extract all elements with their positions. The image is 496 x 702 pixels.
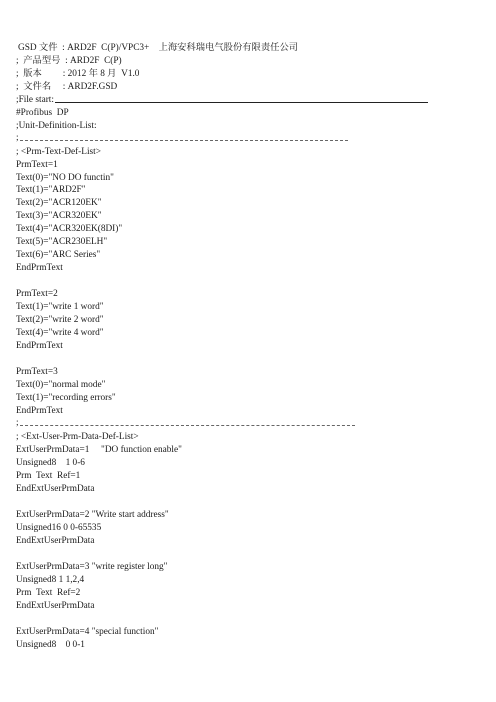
code-line: Text(0)="normal mode" — [16, 380, 106, 390]
code-line: ExtUserPrmData=4 "special function" — [16, 627, 159, 637]
code-line: Prm Text Ref=2 — [16, 588, 81, 598]
code-line: PrmText=1 — [16, 160, 58, 170]
code-line: Unsigned8 0 0-1 — [16, 640, 85, 650]
profibus-line: #Profibus DP — [16, 108, 69, 118]
file-start-rule — [55, 102, 428, 103]
code-line: Text(6)="ARC Series" — [16, 250, 101, 260]
prm-text-heading: ; <Prm-Text-Def-List> — [16, 147, 101, 157]
code-line: Text(1)="write 1 word" — [16, 302, 104, 312]
code-line: ExtUserPrmData=1 "DO function enable" — [16, 445, 182, 455]
code-line: Text(4)="write 4 word" — [16, 328, 104, 338]
header-line-1: GSD 文件 : ARD2F C(P)/VPC3+ 上海安科瑞电气股份有限责任公司 — [18, 43, 299, 53]
code-line: Prm Text Ref=1 — [16, 471, 81, 481]
code-line: ExtUserPrmData=3 "write register long" — [16, 562, 168, 572]
code-line: Text(2)="write 2 word" — [16, 315, 104, 325]
code-line: EndPrmText — [16, 406, 63, 416]
separator-1 — [20, 140, 348, 141]
code-line: Unsigned8 1 1,2,4 — [16, 575, 85, 585]
code-line: EndPrmText — [16, 263, 63, 273]
code-line: Unsigned8 1 0-6 — [16, 458, 85, 468]
code-line: EndExtUserPrmData — [16, 601, 95, 611]
code-line: Text(3)="ACR320EK" — [16, 211, 102, 221]
code-line: Text(2)="ACR120EK" — [16, 198, 102, 208]
header-line-3: ; 版本 : 2012 年 8 月 V1.0 — [16, 69, 140, 79]
code-line: EndExtUserPrmData — [16, 536, 95, 546]
header-line-2: ; 产品型号 : ARD2F C(P) — [16, 56, 122, 66]
code-line: Text(1)="recording errors" — [16, 393, 116, 403]
code-line: EndExtUserPrmData — [16, 484, 95, 494]
code-line: ExtUserPrmData=2 "Write start address" — [16, 510, 169, 520]
separator-2 — [20, 425, 355, 426]
code-line: Unsigned16 0 0-65535 — [16, 523, 102, 533]
header-line-4: ; 文件名 : ARD2F.GSD — [16, 82, 118, 92]
code-line: Text(0)="NO DO functin" — [16, 173, 114, 183]
code-line: Text(5)="ACR230ELH" — [16, 237, 108, 247]
code-line: EndPrmText — [16, 341, 63, 351]
code-line: PrmText=3 — [16, 367, 58, 377]
file-start-label: ;File start: — [16, 95, 54, 105]
code-line: Text(1)="ARD2F" — [16, 185, 86, 195]
code-line: PrmText=2 — [16, 289, 58, 299]
unit-definition-line: ;Unit-Definition-List: — [16, 121, 97, 131]
code-line: Text(4)="ACR320EK(8DI)" — [16, 224, 123, 234]
gsd-document: GSD 文件 : ARD2F C(P)/VPC3+ 上海安科瑞电气股份有限责任公司 ; 产品型号 : ARD2F C(P) ; 版本 : 2012 年 8 月 V1.0 ; 文件名 : ARD2F.GSD ;File start: #Profibus DP ;Unit-Definition-List: ; ; <Prm-Text-Def-List> PrmText=1 Text(0)="NO DO functin" Text(1)="ARD2F" Text(2)="ACR120EK" Text(3)="ACR320EK" Text(4)="ACR320EK(8DI)" Text(5)="ACR230ELH" Text(6)="ARC Series" EndPrmText PrmText=2 Text(1)="write 1 word" Text(2)="write 2 word" Text(4)="write 4 word" EndPrmText PrmText=3 Text(0)="normal mode" Text(1)="recording errors" EndPrmText ; ; <Ext-User-Prm-Data-Def-List> ExtUserPrmData=1 "DO function enable" Unsigned8 1 0-6 Prm Text Ref=1 EndExtUserPrmData ExtUserPrmData=2 "Write start address" Unsigned16 0 0-65535 EndExtUserPrmData ExtUserPrmData=3 "write register long" Unsigned8 1 1,2,4 Prm Text Ref=2 EndExtUserPrmData ExtUserPrmData=4 "special function" Unsigned8 0 0-1 — [0, 0, 496, 702]
ext-prm-heading: ; <Ext-User-Prm-Data-Def-List> — [16, 432, 139, 442]
